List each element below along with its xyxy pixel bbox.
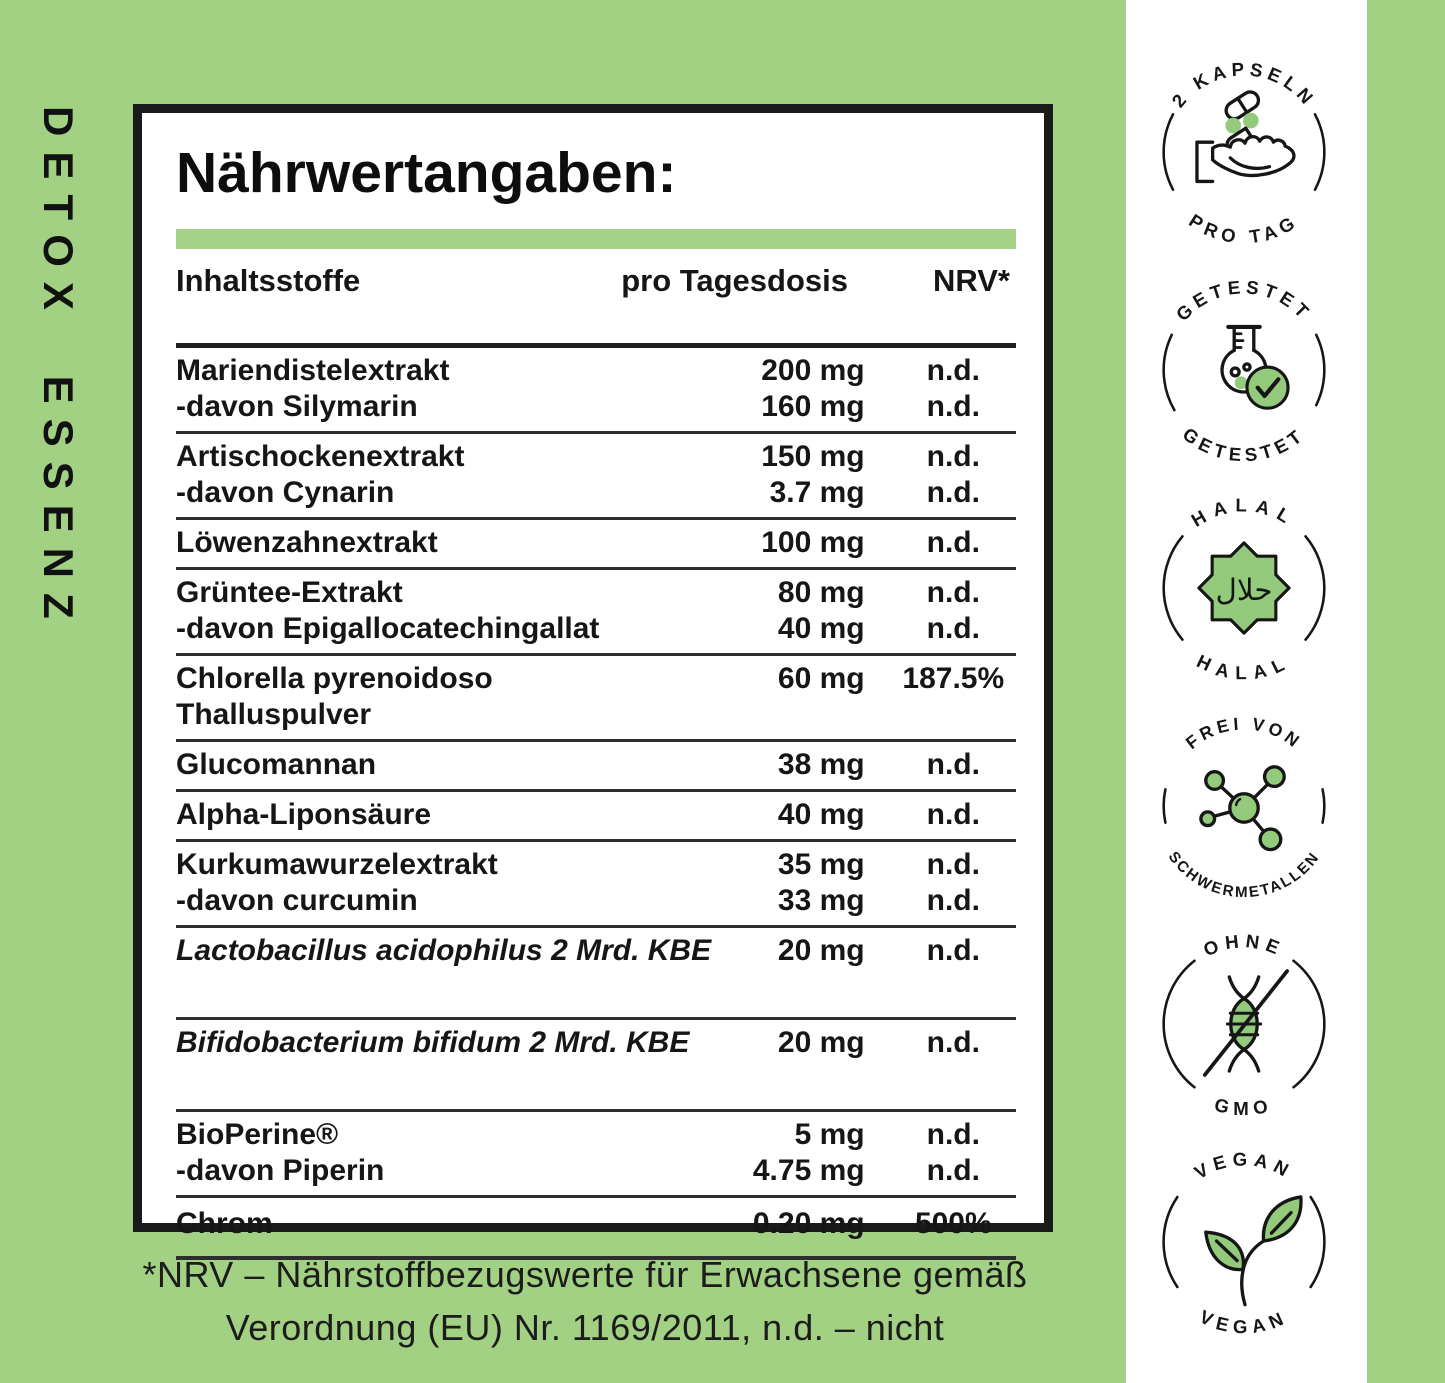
svg-text:حلال: حلال [1215,572,1273,607]
nutrition-facts-panel [133,104,1053,1240]
tested-badge [1146,272,1342,468]
svg-text:SCHWERMETALLEN: SCHWERMETALLEN [1164,848,1324,902]
table-row [176,611,1016,647]
ingredient-name: Chlorella pyrenoidoso [176,662,493,695]
ingredient-nrv: n.d. [926,1154,980,1187]
panel-title: Nährwertangaben: [176,141,677,205]
ingredient-amount: 20 mg [777,934,865,967]
table-group [176,742,1016,792]
table-group [176,1112,1016,1198]
table-row [176,475,1016,511]
table-row [176,697,1016,733]
table-group [176,656,1016,742]
svg-text:VEGAN: VEGAN [1196,1305,1292,1338]
ingredient-nrv: n.d. [926,390,980,423]
free-of-heavy-metals-badge [1146,708,1342,904]
certification-badge-strip [1126,0,1367,1383]
ingredient-name: Alpha-Liponsäure [176,798,432,831]
ingredient-name: Lactobacillus acidophilus 2 Mrd. KBE [176,934,712,967]
ingredient-amount: 150 mg [761,440,865,473]
halal-badge [1146,490,1342,686]
flask-check-icon [1146,272,1342,468]
ingredient-nrv: n.d. [926,576,980,609]
ingredient-nrv: n.d. [926,476,980,509]
table-row [176,1206,1016,1242]
svg-text:GMO: GMO [1212,1093,1276,1120]
ingredient-amount: 0.20 mg [752,1207,865,1240]
ingredient-nrv: n.d. [926,1118,980,1151]
ingredient-nrv: 500% [914,1207,992,1240]
ingredient-name: Chrom [176,1207,273,1240]
table-group [176,842,1016,928]
table-group [176,1020,1016,1112]
ingredient-nrv: n.d. [926,1026,980,1059]
ingredient-nrv: n.d. [926,848,980,881]
ingredient-name: -davon Piperin [176,1154,385,1187]
table-group [176,570,1016,656]
non-gmo-badge [1146,926,1342,1122]
svg-text:OHNE: OHNE [1200,930,1288,961]
table-row [176,1025,1016,1061]
ingredient-amount: 60 mg [777,662,865,695]
ingredient-amount: 5 mg [794,1118,865,1151]
table-row [176,847,1016,883]
svg-text:PRO TAG: PRO TAG [1185,209,1303,248]
nrv-footnote-line2: Verordnung (EU) Nr. 1169/2011, n.d. – nicht [225,1307,945,1348]
ingredient-nrv: n.d. [926,440,980,473]
nrv-footnote-line1: *NRV – Nährstoffbezugswerte für Erwachsene gemäß [142,1254,1028,1295]
ingredient-nrv: n.d. [926,526,980,559]
svg-text:VEGAN: VEGAN [1190,1148,1298,1184]
ingredient-name: BioPerine® [176,1118,339,1151]
ingredient-amount: 20 mg [777,1026,865,1059]
table-row [176,1153,1016,1189]
molecule-icon [1146,708,1342,904]
ingredient-amount: 200 mg [761,354,865,387]
ingredient-amount: 4.75 mg [752,1154,865,1187]
column-header-ingredient: Inhaltsstoffe [176,263,361,298]
svg-text:2 KAPSELN: 2 KAPSELN [1167,58,1321,112]
ingredient-name: -davon curcumin [176,884,418,917]
ingredient-amount: 33 mg [777,884,865,917]
ingredient-nrv: n.d. [926,798,980,831]
column-header-per-dose: pro Tagesdosis [621,263,848,298]
table-row [176,747,1016,783]
ingredient-name: Thalluspulver [176,698,372,731]
ingredient-name: Bifidobacterium bifidum 2 Mrd. KBE [176,1026,690,1059]
ingredient-name: Mariendistelextrakt [176,354,450,387]
ingredient-nrv: n.d. [926,748,980,781]
svg-text:HALAL: HALAL [1193,650,1295,684]
svg-text:GETESTET: GETESTET [1171,276,1317,326]
nrv-footnote [105,1248,1065,1354]
two-capsules-per-day-badge [1146,54,1342,250]
table-group [176,434,1016,520]
ingredient-amount: 100 mg [761,526,865,559]
sprout-icon [1146,1144,1342,1340]
halal-star-icon [1146,490,1342,686]
ingredient-amount: 40 mg [777,798,865,831]
hand-capsules-icon [1146,54,1342,250]
table-group [176,792,1016,842]
ingredient-amount: 80 mg [777,576,865,609]
table-group [176,928,1016,1020]
ingredient-name: Löwenzahnextrakt [176,526,438,559]
table-group [176,348,1016,434]
ingredient-amount: 35 mg [777,848,865,881]
ingredient-amount: 40 mg [777,612,865,645]
ingredient-nrv: n.d. [926,354,980,387]
table-row [176,389,1016,425]
divider-bar [176,229,1016,249]
table-group [176,520,1016,570]
table-header [176,263,1016,343]
ingredient-amount: 160 mg [761,390,865,423]
table-row [176,883,1016,919]
table-row [176,661,1016,697]
svg-text:GETESTET: GETESTET [1178,423,1310,466]
ingredient-name: Kurkumawurzelextrakt [176,848,498,881]
product-name-vertical: DETOX ESSENZ [35,106,82,634]
table-row [176,439,1016,475]
ingredient-name: Grüntee-Extrakt [176,576,403,609]
ingredient-name: Glucomannan [176,748,377,781]
table-row [176,933,1016,969]
svg-text:FREI VON: FREI VON [1181,713,1307,754]
ingredient-nrv: n.d. [926,884,980,917]
ingredient-amount: 38 mg [777,748,865,781]
svg-text:HALAL: HALAL [1187,494,1301,531]
dna-crossed-icon [1146,926,1342,1122]
table-row [176,797,1016,833]
table-row [176,353,1016,389]
column-header-nrv: NRV* [933,263,1010,298]
table-row [176,525,1016,561]
ingredient-amount: 3.7 mg [769,476,865,509]
ingredient-nrv: n.d. [926,934,980,967]
table-row [176,575,1016,611]
ingredient-nrv: n.d. [926,612,980,645]
table-row [176,1117,1016,1153]
ingredient-name: Artischockenextrakt [176,440,465,473]
ingredient-name: -davon Cynarin [176,476,395,509]
ingredient-nrv: 187.5% [902,662,1005,695]
ingredients-table [176,348,1016,1260]
ingredient-name: -davon Epigallocatechingallat [176,612,600,645]
vegan-badge [1146,1144,1342,1340]
ingredient-name: -davon Silymarin [176,390,418,423]
